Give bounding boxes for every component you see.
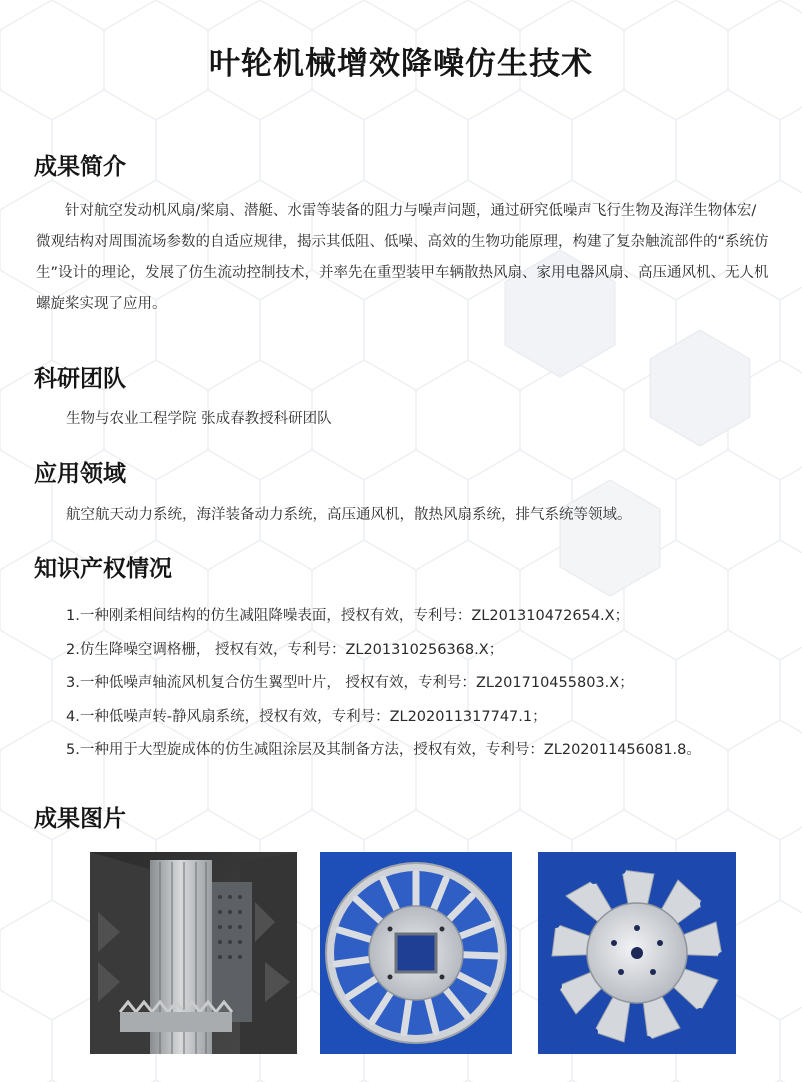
photo-serrated-propeller [538, 852, 736, 1054]
ip-heading: 知识产权情况 [34, 556, 172, 582]
patent-item-2: 2.仿生降噪空调格栅， 授权有效，专利号：ZL201310256368.X； [66, 641, 504, 658]
application-text: 航空航天动力系统，海洋装备动力系统，高压通风机，散热风扇系统，排气系统等领域。 [66, 507, 632, 523]
application-heading: 应用领域 [34, 461, 126, 487]
team-heading: 科研团队 [34, 366, 126, 392]
patent-item-5: 5.一种用于大型旋成体的仿生减阻涂层及其制备方法，授权有效，专利号：ZL202011456081.8。 [66, 742, 701, 758]
team-text: 生物与农业工程学院 张成春教授科研团队 [66, 411, 332, 427]
intro-text: 针对航空发动机风扇/桨扇、潜艇、水雷等装备的阻力与噪声问题，通过研究低噪声飞行生物及海洋生物体宏/微观结构对周围流场参数的自适应规律，揭示其低阻、低噪、高效的生物功能原理，构建了复杂触流部件的“系统仿生”设计的理论，发展了仿生流动控制技术，并率先在重型装甲车辆散热风扇、家用电器风扇、高压通风机、无人机螺旋桨实现了应用。 [36, 203, 769, 312]
page-title: 叶轮机械增效降噪仿生技术 [209, 46, 593, 82]
photo-bionic-fan-wheel [320, 852, 512, 1054]
photos-heading: 成果图片 [34, 806, 126, 832]
photo-bionic-grille [90, 852, 297, 1054]
patent-item-3: 3.一种低噪声轴流风机复合仿生翼型叶片， 授权有效，专利号：ZL201710455803.X； [66, 675, 634, 691]
patent-item-4: 4.一种低噪声转-静风扇系统，授权有效，专利号：ZL202011317747.1； [66, 708, 547, 725]
intro-heading: 成果简介 [34, 154, 126, 180]
patent-item-1: 1.一种刚柔相间结构的仿生减阻降噪表面，授权有效，专利号：ZL201310472654.X； [66, 608, 630, 624]
patent-list [66, 600, 701, 768]
